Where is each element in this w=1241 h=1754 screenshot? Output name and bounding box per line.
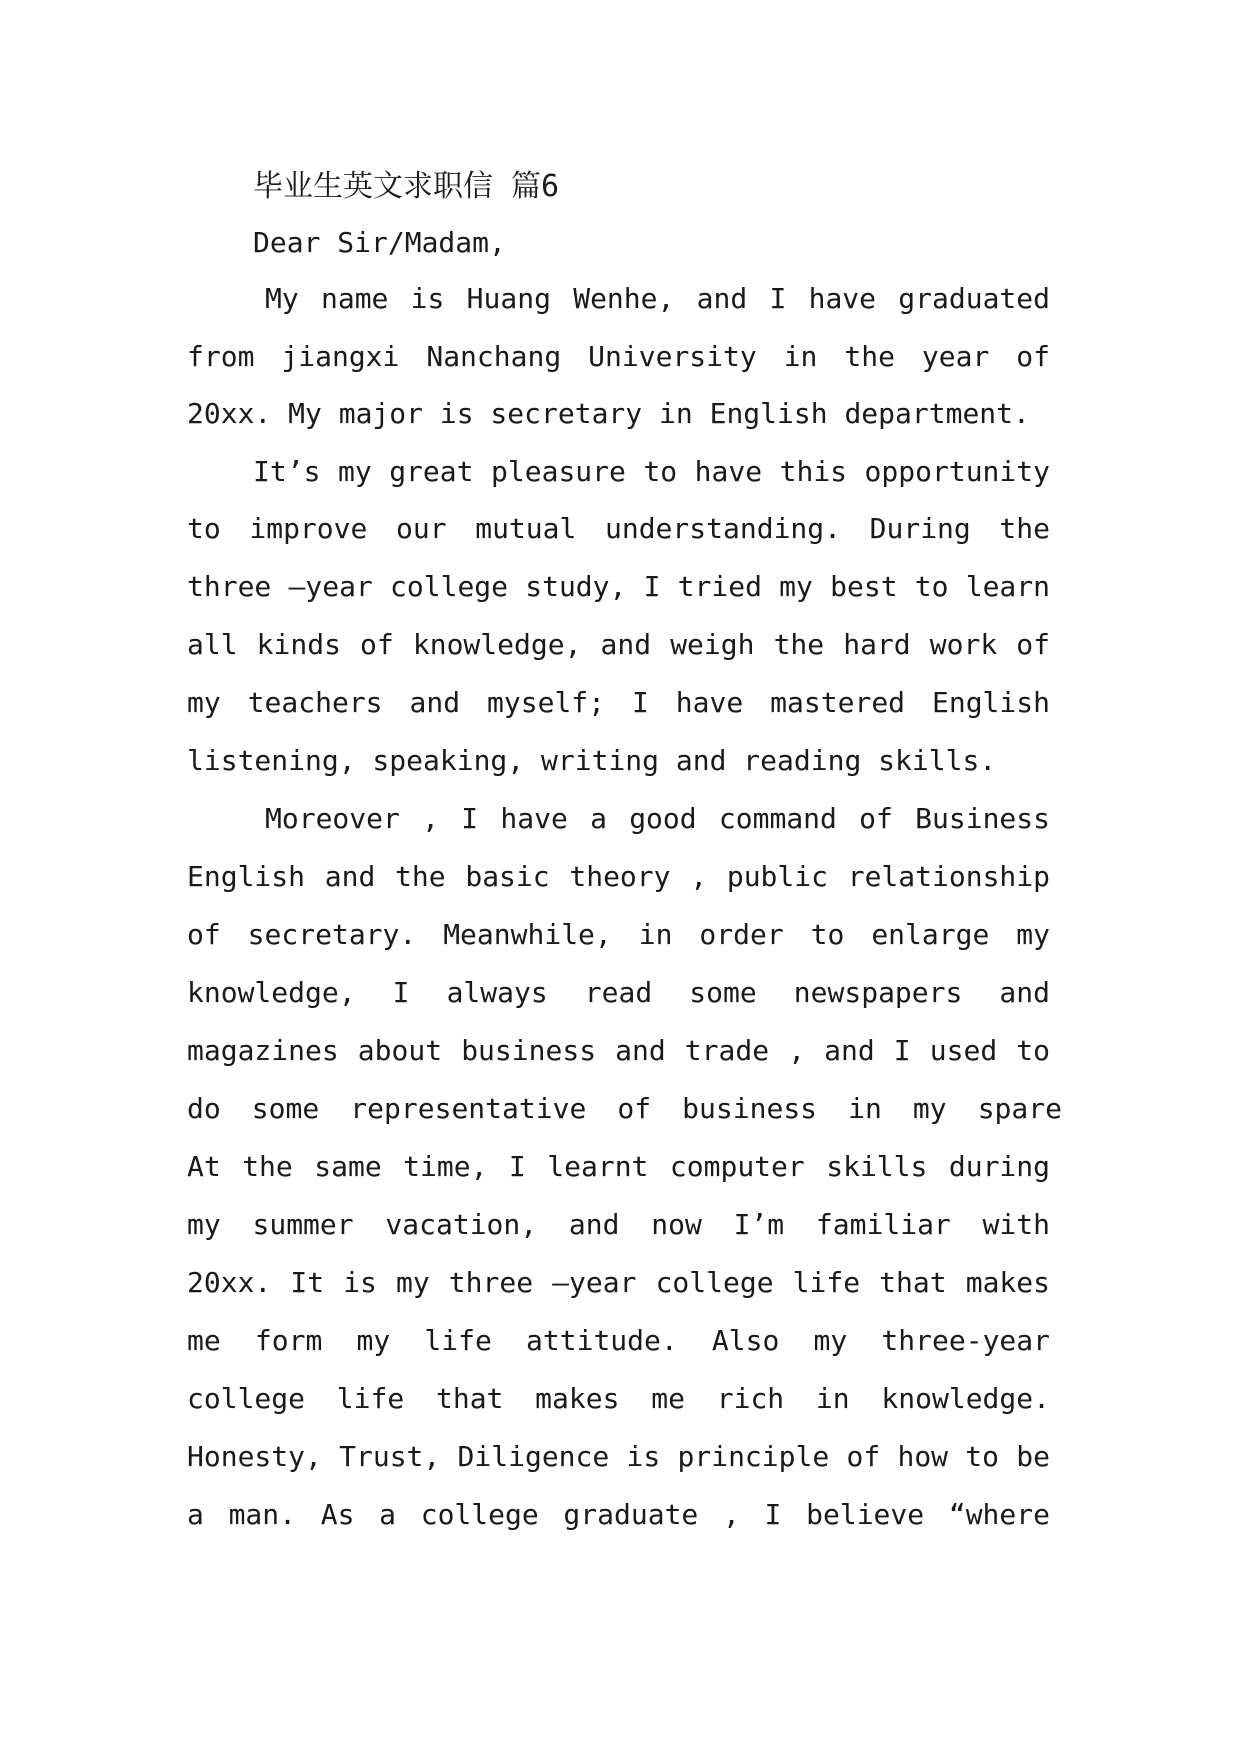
text-line: 20xx. It is my three –year college life that makes [187,1266,1050,1299]
text-line: magazines about business and trade , and I used to [187,1034,1050,1067]
text-line: Moreover , I have a good command of Business [265,802,1050,835]
text-line: a man. As a college graduate , I believe “where [187,1498,1050,1531]
text-line: listening, speaking, writing and reading skills. [187,744,997,777]
text-line: three –year college study, I tried my best to learn [187,570,1050,603]
text-line: to improve our mutual understanding. During the [187,512,1050,545]
text-line: My name is Huang Wenhe, and I have graduated [265,282,1050,315]
text-line: my teachers and myself; I have mastered English [187,686,1050,719]
text-line: At the same time, I learnt computer skills during [187,1150,1050,1183]
text-line: my summer vacation, and now I’m familiar with [187,1208,1050,1241]
text-line: 20xx. My major is secretary in English department. [187,397,1030,430]
text-line: English and the basic theory , public relationship [187,860,1050,893]
text-line: It’s my great pleasure to have this opportunity [253,455,1050,488]
text-line: knowledge, I always read some newspapers and [187,976,1050,1009]
text-line: Honesty, Trust, Diligence is principle of how to be [187,1440,1050,1473]
text-line: all kinds of knowledge, and weigh the hard work of [187,628,1050,661]
document-title: 毕业生英文求职信 篇6 [253,169,560,204]
text-line: do some representative of business in my spare [187,1092,1062,1125]
text-line: from jiangxi Nanchang University in the year of [187,340,1050,373]
text-line: me form my life attitude. Also my three-year [187,1324,1050,1357]
salutation: Dear Sir/Madam, [253,226,506,259]
text-line: college life that makes me rich in knowledge. [187,1382,1050,1415]
text-line: of secretary. Meanwhile, in order to enlarge my [187,918,1050,951]
